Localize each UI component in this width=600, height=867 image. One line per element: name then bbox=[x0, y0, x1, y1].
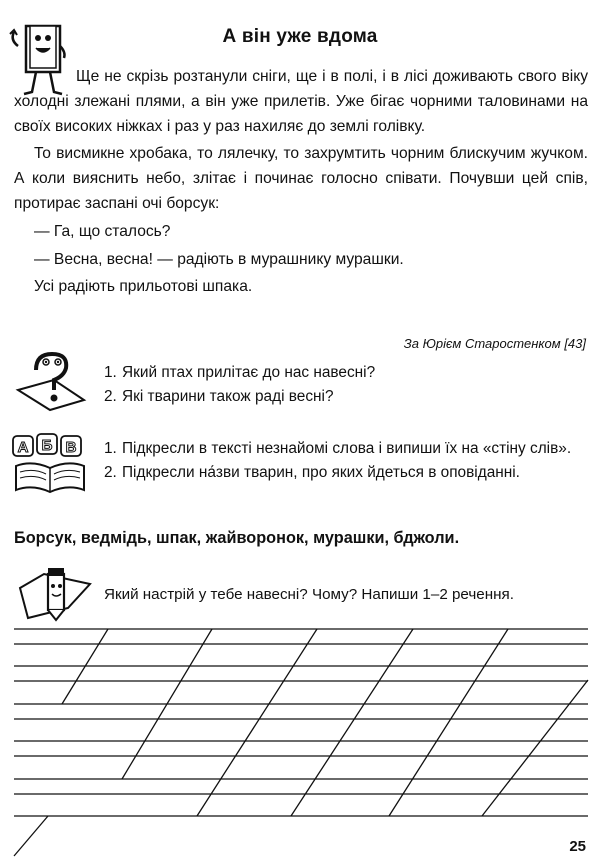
alphabet-letter: Б bbox=[41, 437, 53, 454]
story-closing-line: Усі радіють прильотові шпака. bbox=[34, 278, 253, 296]
story-paragraph-1: Ще не скрізь розтанули сніги, ще і в полі, і в лісі доживають свого віку холодні злежані плями, а він уже прилетів. Уже бігає чорними таловинами на своїх високих ніжках і раз у раз нахиляє до землі голівку. bbox=[14, 68, 588, 135]
story-dialogue-1: — Га, що сталось? bbox=[34, 222, 171, 240]
question-item: 2. Які тварини також раді весні? bbox=[104, 388, 334, 405]
task-item: 1. Підкресли в тексті незнайомі слова і випиши їх на «стіну слів». bbox=[104, 440, 572, 457]
story-dialogue-2: — Весна, весна! — радіють в мурашнику мурашки. bbox=[34, 250, 404, 268]
alphabet-letter: А bbox=[17, 439, 29, 456]
alphabet-letter: В bbox=[65, 439, 77, 456]
page-number: 25 bbox=[569, 838, 586, 855]
question-item: 1. Який птах прилітає до нас навесні? bbox=[104, 364, 376, 381]
task-item: 2. Підкресли на́зви тварин, про яких йдеться в оповіданні. bbox=[104, 464, 520, 481]
animal-words-list: Борсук, ведмідь, шпак, жайворонок, мурашки, бджоли. bbox=[14, 529, 460, 547]
author-attribution: За Юрієм Старостенком [43] bbox=[403, 336, 586, 351]
story-paragraph-2: То висмикне хробака, то лялечку, то захрумтить чорним блискучим жучком. А коли вияснить небо, злітає і починає голосно співати. Почувши цей спів, протирає заспані очі борсук: bbox=[14, 145, 588, 212]
mood-writing-prompt: Який настрій у тебе навесні? Чому? Напиши 1–2 речення. bbox=[104, 586, 514, 603]
page-title: А він уже вдома bbox=[222, 26, 378, 47]
